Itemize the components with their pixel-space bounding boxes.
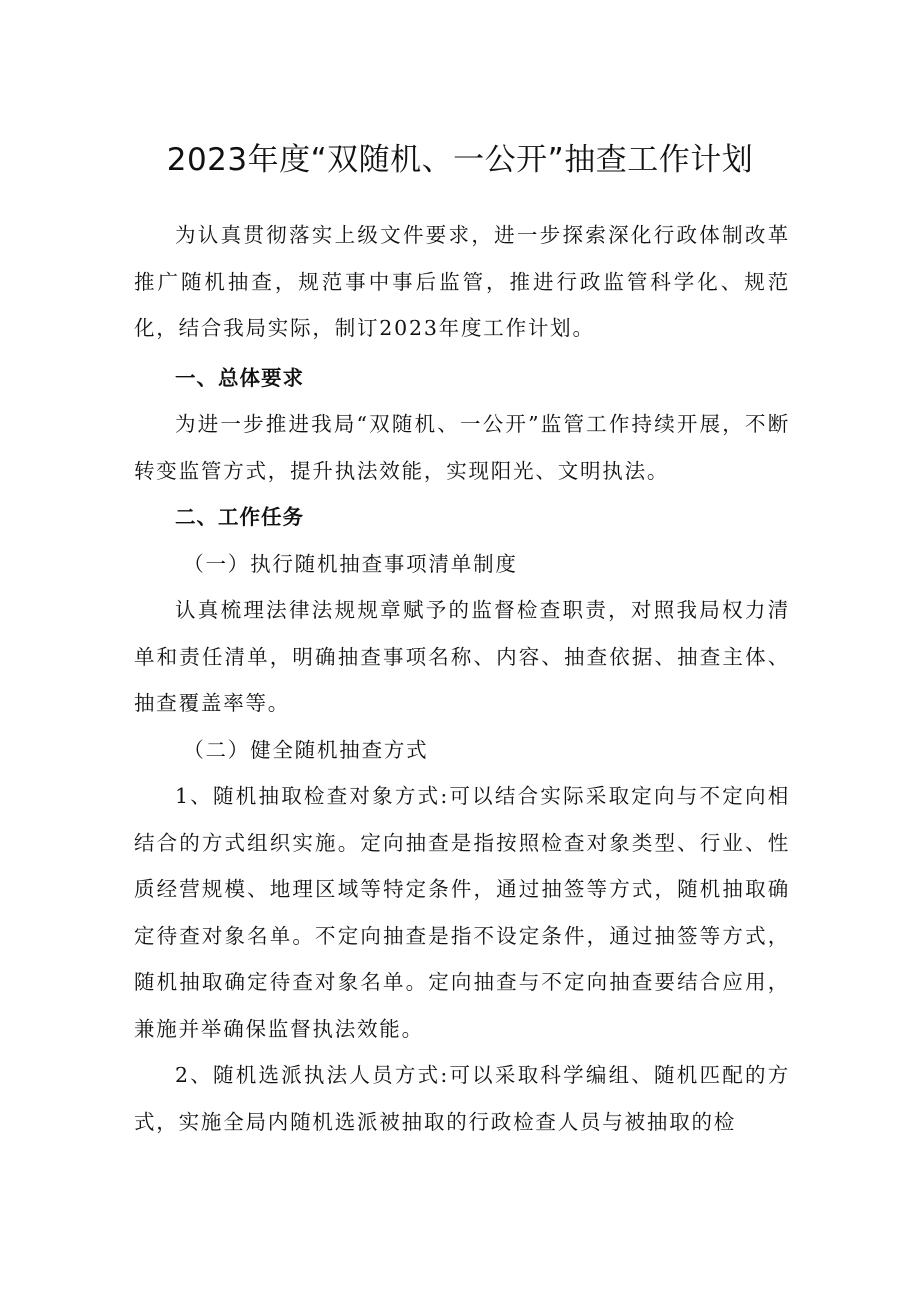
- item-list-system-paragraph: 认真梳理法律法规规章赋予的监督检查职责，对照我局权力清单和责任清单，明确抽查事项名称、内容、抽查依据、抽查主体、抽查覆盖率等。: [134, 598, 790, 715]
- document-title: 2023年度“双随机、一公开”抽查工作计划: [166, 142, 754, 178]
- intro-paragraph: 为认真贯彻落实上级文件要求，进一步探索深化行政体制改革推广随机抽查，规范事中事后监管，推进行政监管科学化、规范化，结合我局实际，制订2023年度工作计划。: [134, 223, 790, 340]
- section-heading-general-requirements: 一、总体要求: [175, 365, 304, 390]
- subheading-random-inspection-methods: （二）健全随机抽查方式: [183, 737, 429, 762]
- subheading-item-list-system: （一）执行随机抽查事项清单制度: [183, 551, 518, 576]
- document-body: [134, 212, 790, 1145]
- section-heading-work-tasks: 二、工作任务: [175, 505, 304, 529]
- random-object-selection-paragraph: 1、随机抽取检查对象方式:可以结合实际采取定向与不定向相结合的方式组织实施。定向抽查是指按照检查对象类型、行业、性质经营规模、地理区域等特定条件，通过抽签等方式，随机抽取确定待查对象名单。不定向抽查是指不设定条件，通过抽签等方式，随机抽取确定待查对象名单。定向抽查与不定向抽查要结合应用，兼施并举确保监督执法效能。: [134, 784, 790, 1041]
- random-staff-selection-paragraph: 2、随机选派执法人员方式:可以采取科学编组、随机匹配的方式，实施全局内随机选派被抽取的行政检查人员与被抽取的检: [134, 1063, 790, 1134]
- general-requirements-paragraph: 为进一步推进我局“双随机、一公开”监管工作持续开展，不断转变监管方式，提升执法效能，实现阳光、文明执法。: [134, 412, 790, 483]
